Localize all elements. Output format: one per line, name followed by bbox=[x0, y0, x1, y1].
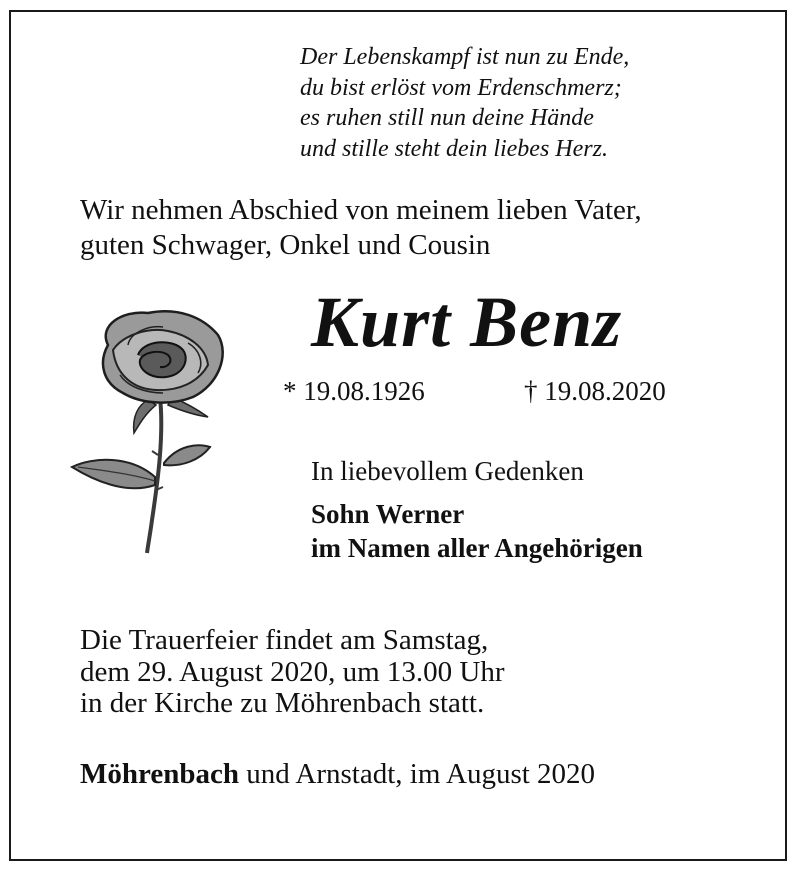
place-rest: und Arnstadt, im August 2020 bbox=[238, 758, 596, 790]
ceremony-line: dem 29. August 2020, um 13.00 Uhr bbox=[80, 655, 505, 688]
rose-icon bbox=[68, 305, 233, 560]
ceremony-line: in der Kirche zu Möhrenbach statt. bbox=[80, 687, 485, 719]
death-date: † 19.08.2020 bbox=[524, 376, 666, 406]
poem bbox=[300, 42, 629, 164]
signer-line: im Namen aller Angehörigen bbox=[311, 533, 643, 563]
poem-line: Der Lebenskampf ist nun zu Ende, bbox=[300, 44, 630, 70]
birth-date: * 19.08.1926 bbox=[283, 376, 425, 406]
ceremony-info bbox=[80, 625, 505, 720]
deceased-name: Kurt Benz bbox=[311, 282, 623, 362]
poem-line: es ruhen still nun deine Hände bbox=[300, 105, 594, 131]
place-date-line bbox=[80, 757, 595, 791]
intro-line: guten Schwager, Onkel und Cousin bbox=[80, 229, 491, 261]
memorial-text: In liebevollem Gedenken bbox=[311, 456, 584, 486]
signers bbox=[311, 497, 643, 565]
signer-line: Sohn Werner bbox=[311, 499, 465, 529]
intro-line: Wir nehmen Abschied von meinem lieben Vater, bbox=[80, 194, 642, 226]
ceremony-line: Die Trauerfeier findet am Samstag, bbox=[80, 624, 489, 656]
poem-line: du bist erlöst vom Erdenschmerz; bbox=[300, 74, 622, 101]
place-name: Möhrenbach bbox=[80, 758, 239, 790]
poem-line: und stille steht dein liebes Herz. bbox=[300, 135, 608, 162]
farewell-intro bbox=[80, 193, 642, 263]
